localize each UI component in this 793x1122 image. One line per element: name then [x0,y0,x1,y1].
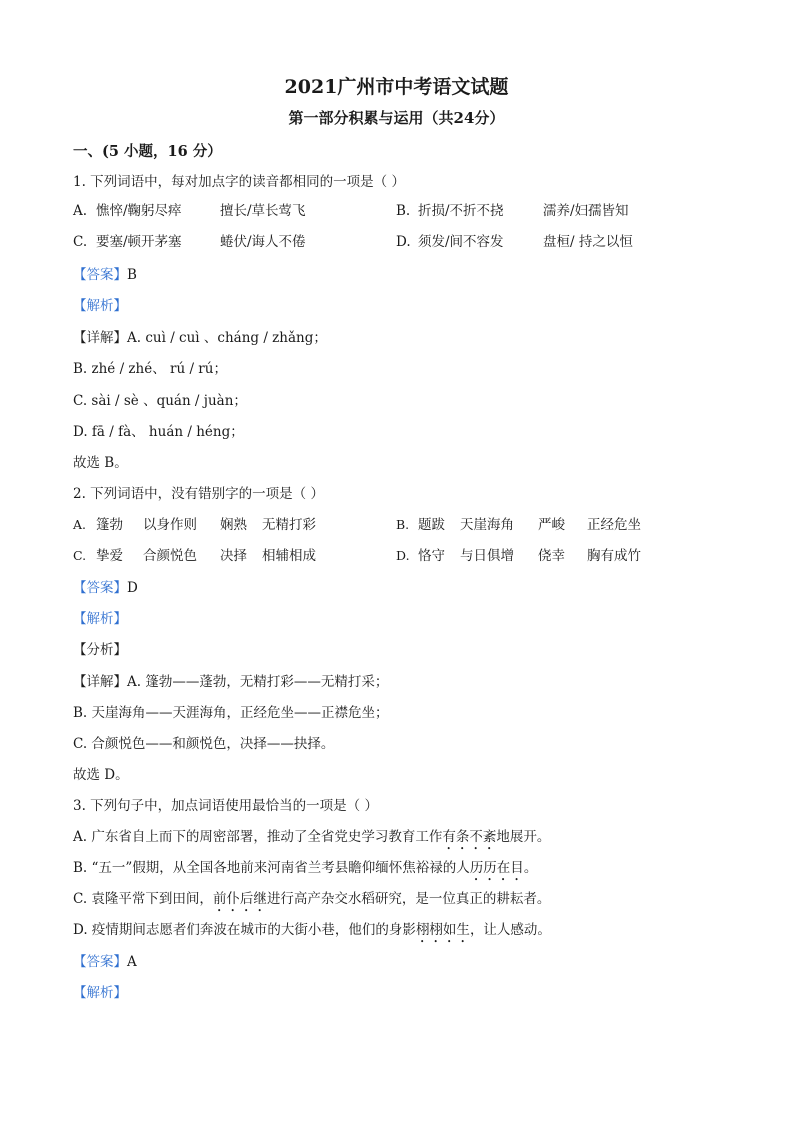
q1-option-a-2: 擅长/草长莺飞 [220,203,306,219]
q1-stem: 1. 下列词语中，每对加点字的读音都相同的一项是（ ） [73,174,405,190]
q2-option-d-4: 胸有成竹 [587,548,641,564]
q2-option-c-3: 决择 [220,548,247,564]
q2-option-b-3: 严峻 [538,517,565,533]
q2-option-b-1: 题跋 [418,517,445,533]
q3-b-post: 。 [523,860,538,876]
q2-option-d-1: 恪守 [418,548,445,564]
q2-detail-1 [73,672,388,692]
q2-detail-3: C. 合颜悦色——和颜悦色，决择——抉择。 [73,736,335,752]
q3-a-post: 地展开。 [496,829,551,845]
q3-c-post: 进行高产杂交水稻研究，是一位真正的耕耘者。 [266,891,551,907]
q2-option-b-2: 天崖海角 [460,517,514,533]
q1-option-d-1: 须发/间不容发 [418,234,504,250]
q3-d-pre: D. 疫情期间志愿者们奔波在城市的大街小巷，他们的身影 [73,922,416,938]
q1-a1-text: 憔悴/鞠躬尽瘁 [96,203,182,219]
answer-value: A [127,954,137,970]
q2-option-a-1: 篷勃 [96,517,123,533]
page-title: 2021广州市中考语文试题 [284,76,509,98]
q2-conclusion: 故选 D。 [73,767,129,783]
q3-a-pre: A. 广东省自上而下的周密部署，推动了全省党史学习教育工作 [73,829,443,845]
q3-analysis-tag: 【解析】 [73,985,127,1001]
q1-conclusion: 故选 B。 [73,455,128,471]
section-heading: 一、(5 小题，16 分） [73,143,222,160]
q2-option-c-2: 合颜悦色 [143,548,197,564]
q2-analysis-tag: 【解析】 [73,611,127,627]
q2-option-b-4: 正经危坐 [587,517,641,533]
q3-b-dotted: 历历在目 [469,860,524,876]
q3-option-d [73,920,551,946]
q1-detail-1 [73,328,327,348]
q1-option-c-2: 蜷伏/诲人不倦 [220,234,306,250]
answer-tag: 【答案】 [73,954,127,970]
q2-fenxi-tag: 【分析】 [73,642,127,658]
q1-option-b-label: B. [396,203,411,219]
q1-option-d-2: 盘桓/ 持之以恒 [543,234,633,250]
q2-detail-2: B. 天崖海角——天涯海角，正经危坐——正襟危坐； [73,705,389,721]
q2-option-d-3: 侥幸 [538,548,565,564]
q2-option-c-1: 挚爱 [96,548,123,564]
q1-option-c-label: C. [73,234,88,250]
q1-option-a-label: A. [73,203,88,219]
detail-tag: 【详解】 [73,330,127,346]
q1-answer [73,265,137,285]
answer-tag: 【答案】 [73,580,127,596]
detail-tag: 【详解】 [73,674,127,690]
q1-analysis-tag: 【解析】 [73,298,127,314]
q3-option-c [73,889,550,915]
q2-option-b-label: B. [396,517,410,532]
q1-option-a-1 [96,201,182,221]
q3-d-dotted: 栩栩如生 [415,922,470,938]
detail-text: A. cuì / cuì 、cháng / zhǎng； [127,330,327,346]
q3-c-dotted: 前仆后继 [212,891,267,907]
q1-option-b-2: 濡养/妇孺皆知 [543,203,629,219]
q3-answer [73,952,137,972]
answer-tag: 【答案】 [73,267,127,283]
q2-option-d-2: 与日俱增 [460,548,514,564]
q2-option-a-4: 无精打彩 [262,517,316,533]
q3-stem: 3. 下列句子中，加点词语使用最恰当的一项是（ ） [73,798,378,814]
q2-answer [73,578,138,598]
q3-option-a [73,827,550,853]
q1-detail-3: C. sài / sè 、quán / juàn； [73,393,247,409]
q1-detail-2: B. zhé / zhé、 rú / rú； [73,361,227,377]
q1-option-c-1: 要塞/顿开茅塞 [96,234,182,250]
q3-option-b [73,858,537,884]
q2-stem: 2. 下列词语中，没有错别字的一项是（ ） [73,486,324,502]
page-subtitle: 第一部分积累与运用（共24分） [288,109,505,127]
q2-option-d-label: D. [396,548,410,563]
q2-option-a-3: 娴熟 [220,517,247,533]
answer-value: D [127,580,138,596]
q1-detail-4: D. fā / fà、 huán / héng； [73,424,244,440]
q1-option-b-1: 折损/不折不挠 [418,203,504,219]
q3-b-pre: B. “五一”假期，从全国各地前来河南省兰考县瞻仰缅怀焦裕禄的人 [73,860,470,876]
q1-option-d-label: D. [396,234,411,250]
q3-d-post: ，让人感动。 [469,922,551,938]
q2-option-a-label: A. [73,517,87,532]
q3-c-pre: C. 袁隆平常下到田间， [73,891,213,907]
detail-text: A. 篷勃——蓬勃，无精打彩——无精打采； [127,674,389,690]
answer-value: B [127,267,137,283]
q3-a-dotted: 有条不紊 [442,829,497,845]
q2-option-c-4: 相辅相成 [262,548,316,564]
q2-option-a-2: 以身作则 [143,517,197,533]
q2-option-c-label: C. [73,548,87,563]
